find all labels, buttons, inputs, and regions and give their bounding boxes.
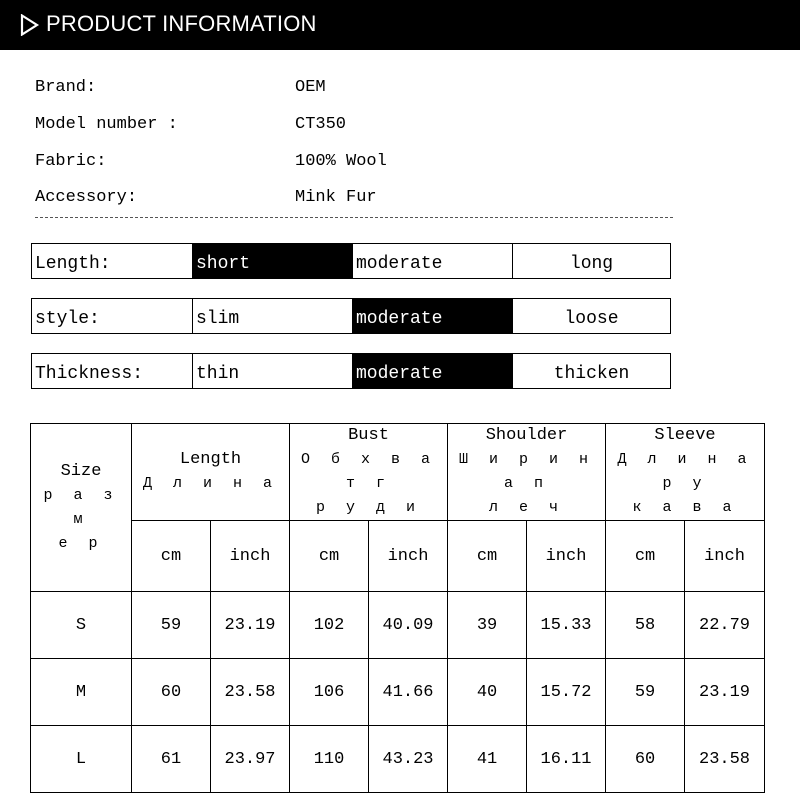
value-cell: 102 <box>290 592 369 659</box>
attribute-option: moderate <box>352 299 512 333</box>
value-cell: 106 <box>290 659 369 726</box>
attribute-option: moderate <box>352 244 512 278</box>
group-header-ru: О б х в а т г <box>301 451 437 492</box>
value-cell: 23.19 <box>211 592 290 659</box>
value-cell: 16.11 <box>527 726 606 793</box>
value-cell: 41.66 <box>369 659 448 726</box>
attribute-row-length <box>31 243 671 279</box>
size-header-en: Size <box>60 461 102 481</box>
play-outline-icon <box>20 14 40 36</box>
page-title: PRODUCT INFORMATION <box>46 11 317 36</box>
group-header-ru: р у д и <box>316 499 422 516</box>
attribute-label: Thickness: <box>35 364 144 384</box>
value-cell: 58 <box>606 592 685 659</box>
attribute-option: moderate <box>352 354 512 388</box>
unit-cell: inch <box>211 521 290 592</box>
size-table-header-row <box>31 424 765 521</box>
group-header-bust <box>290 424 448 521</box>
value-cell: 23.97 <box>211 726 290 793</box>
value-cell: 59 <box>132 592 211 659</box>
group-header-ru: Д л и н а <box>143 475 279 492</box>
info-label: Fabric: <box>35 152 107 171</box>
group-header-ru: л е ч <box>489 499 565 516</box>
value-cell: 61 <box>132 726 211 793</box>
info-value: 100% Wool <box>295 152 387 171</box>
unit-cell: inch <box>369 521 448 592</box>
info-value: Mink Fur <box>295 188 377 207</box>
dashed-divider <box>35 217 673 218</box>
attribute-option: long <box>512 244 670 278</box>
value-cell: 110 <box>290 726 369 793</box>
value-cell: 43.23 <box>369 726 448 793</box>
info-label: Accessory: <box>35 188 138 207</box>
table-row-size-l <box>31 726 765 793</box>
attribute-option: thicken <box>512 354 670 388</box>
value-cell: 40.09 <box>369 592 448 659</box>
group-header-en: Sleeve <box>654 426 716 445</box>
value-cell: 15.33 <box>527 592 606 659</box>
info-label: Model number : <box>35 115 178 134</box>
value-cell: 40 <box>448 659 527 726</box>
group-header-sleeve <box>606 424 765 521</box>
attribute-label: Length: <box>35 254 111 274</box>
value-cell: 23.58 <box>685 726 765 793</box>
group-header-length <box>132 424 290 521</box>
attribute-row-style <box>31 298 671 334</box>
attribute-label: style: <box>35 309 100 329</box>
size-chart-table <box>30 423 765 793</box>
value-cell: 39 <box>448 592 527 659</box>
group-header-en: Length <box>179 450 242 469</box>
value-cell: 15.72 <box>527 659 606 726</box>
size-cell: S <box>31 592 132 659</box>
value-cell: 23.19 <box>685 659 765 726</box>
attribute-option: short <box>192 244 352 278</box>
unit-cell: inch <box>685 521 765 592</box>
attribute-option: thin <box>192 354 352 388</box>
attribute-option: slim <box>192 299 352 333</box>
group-header-en: Shoulder <box>485 426 568 445</box>
value-cell: 59 <box>606 659 685 726</box>
attribute-row-thickness <box>31 353 671 389</box>
value-cell: 22.79 <box>685 592 765 659</box>
info-value: OEM <box>295 78 326 97</box>
unit-cell: cm <box>448 521 527 592</box>
group-header-ru: к а в а <box>632 499 738 516</box>
size-header-ru: е р <box>58 534 104 552</box>
attribute-option: loose <box>512 299 670 333</box>
group-header-ru: Д л и н а р у <box>617 451 753 492</box>
value-cell: 60 <box>606 726 685 793</box>
value-cell: 60 <box>132 659 211 726</box>
info-value: CT350 <box>295 115 347 134</box>
size-header-cell <box>31 424 132 592</box>
size-header-ru: р а з м <box>43 486 119 528</box>
size-cell: L <box>31 726 132 793</box>
product-info-header <box>0 0 800 50</box>
unit-cell: inch <box>527 521 606 592</box>
group-header-ru: Ш и р и н а п <box>459 451 595 492</box>
value-cell: 23.58 <box>211 659 290 726</box>
group-header-en: Bust <box>348 426 389 445</box>
value-cell: 41 <box>448 726 527 793</box>
unit-cell: cm <box>606 521 685 592</box>
unit-cell: cm <box>132 521 211 592</box>
unit-cell: cm <box>290 521 369 592</box>
info-label: Brand: <box>35 78 97 97</box>
unit-row <box>31 521 765 592</box>
group-header-shoulder <box>448 424 606 521</box>
table-row-size-s <box>31 592 765 659</box>
size-cell: M <box>31 659 132 726</box>
table-row-size-m <box>31 659 765 726</box>
